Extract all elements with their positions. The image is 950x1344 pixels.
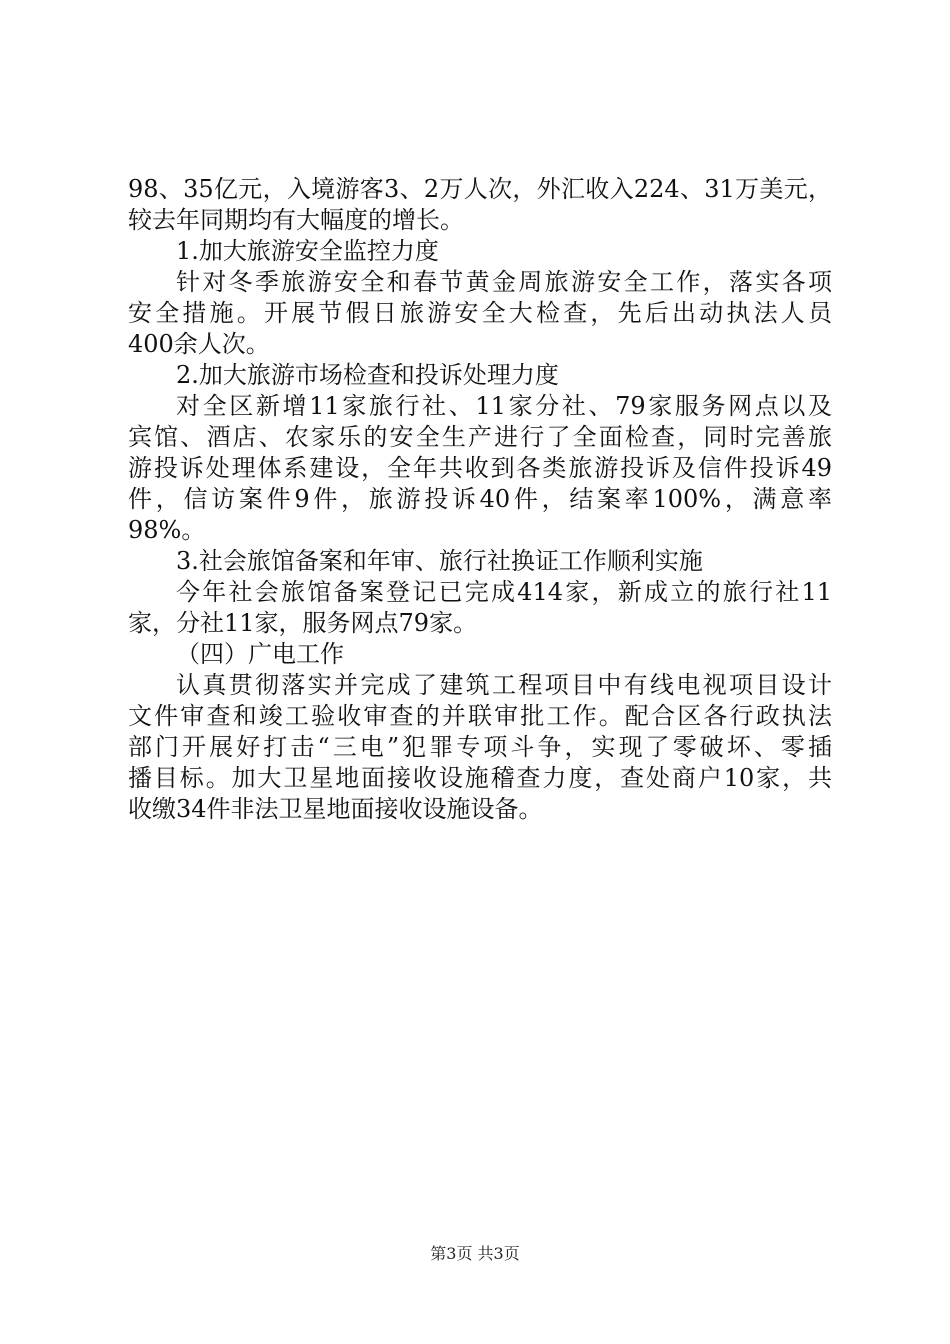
section-heading: （四）广电工作 bbox=[176, 640, 344, 668]
text-line: 400余人次。 bbox=[128, 330, 270, 358]
section-heading: 2.加大旅游市场检查和投诉处理力度 bbox=[176, 361, 559, 389]
text-line: 游投诉处理体系建设，全年共收到各类旅游投诉及信件投诉49 bbox=[128, 454, 832, 482]
text-line: 文件审查和竣工验收审查的并联审批工作。配合区各行政执法 bbox=[128, 702, 832, 730]
text-line: 收缴34件非法卫星地面接收设施设备。 bbox=[128, 795, 543, 823]
text-line: 认真贯彻落实并完成了建筑工程项目中有线电视项目设计 bbox=[176, 671, 832, 699]
text-line: 98、35亿元，入境游客3、2万人次，外汇收入224、31万美元， bbox=[128, 175, 832, 203]
page-footer: 第3页 共3页 bbox=[430, 1244, 520, 1263]
text-line: 播目标。加大卫星地面接收设施稽查力度，查处商户10家，共 bbox=[128, 764, 832, 792]
section-heading: 3.社会旅馆备案和年审、旅行社换证工作顺利实施 bbox=[176, 547, 703, 575]
text-line: 件，信访案件9件，旅游投诉40件，结案率100%，满意率 bbox=[128, 485, 832, 513]
text-line: 对全区新增11家旅行社、11家分社、79家服务网点以及 bbox=[176, 392, 832, 420]
text-line: 安全措施。开展节假日旅游安全大检查，先后出动执法人员 bbox=[128, 299, 832, 327]
text-line: 较去年同期均有大幅度的增长。 bbox=[128, 206, 464, 234]
text-line: 部门开展好打击“三电”犯罪专项斗争，实现了零破坏、零插 bbox=[128, 733, 832, 761]
text-line: 98%。 bbox=[128, 516, 206, 544]
text-line: 今年社会旅馆备案登记已完成414家，新成立的旅行社11 bbox=[176, 578, 832, 606]
text-line: 针对冬季旅游安全和春节黄金周旅游安全工作，落实各项 bbox=[176, 268, 832, 296]
section-heading: 1.加大旅游安全监控力度 bbox=[176, 237, 439, 265]
text-line: 宾馆、酒店、农家乐的安全生产进行了全面检查，同时完善旅 bbox=[128, 423, 832, 451]
text-line: 家，分社11家，服务网点79家。 bbox=[128, 609, 478, 637]
document-body bbox=[128, 174, 832, 825]
